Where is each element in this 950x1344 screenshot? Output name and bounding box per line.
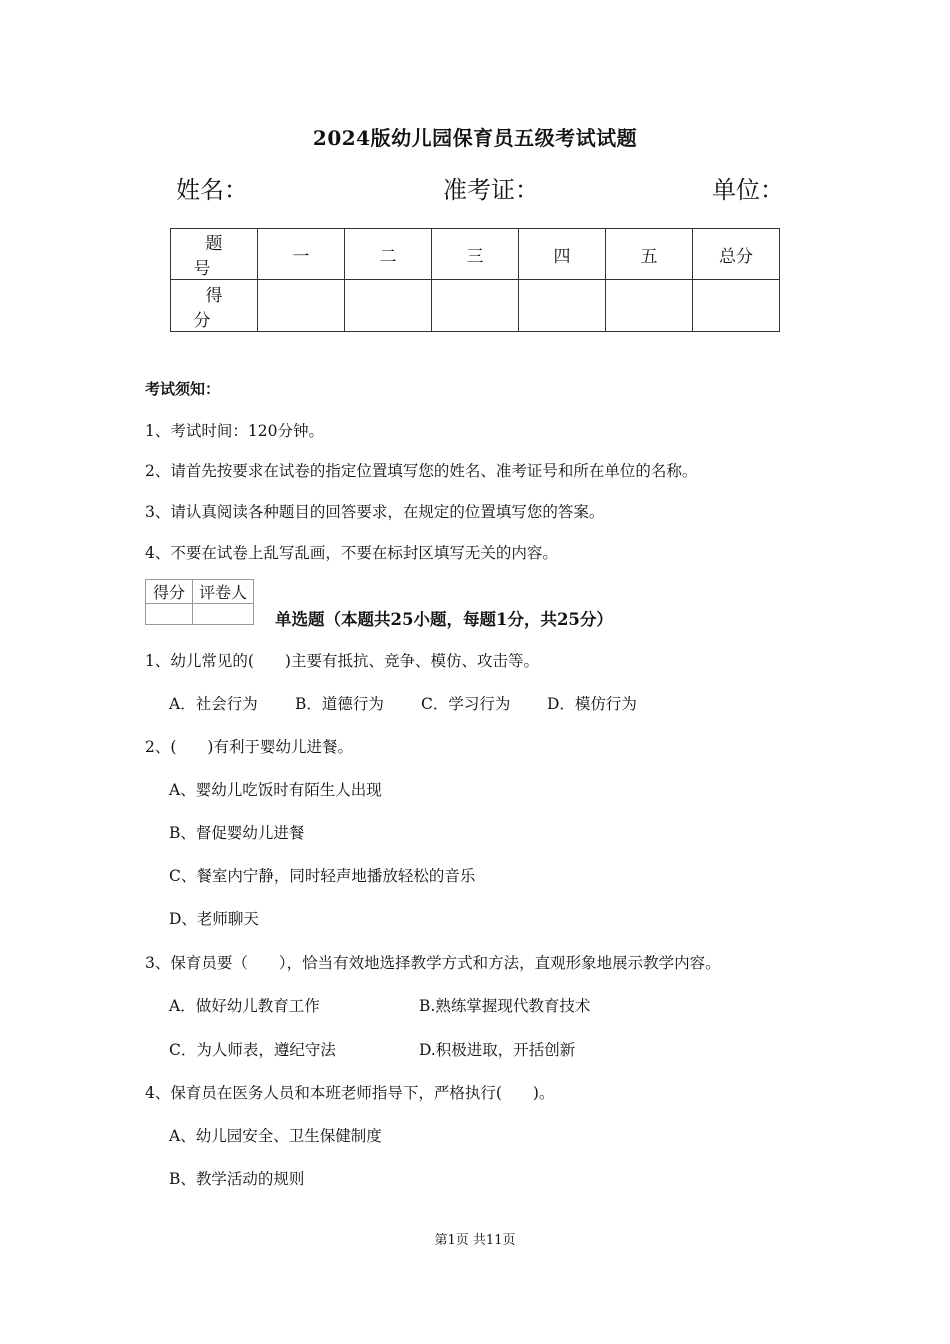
score-table-cell: 一 <box>258 229 345 280</box>
option: C．学习行为 <box>421 695 511 713</box>
page-footer: 第1页 共11页 <box>434 1233 516 1248</box>
option: C、餐室内宁静，同时轻声地播放轻松的音乐 <box>169 867 476 885</box>
grader-score-cell <box>146 604 193 625</box>
score-entry-cell <box>606 280 693 332</box>
option: A．做好幼儿教育工作 <box>169 997 320 1015</box>
option: A．社会行为 <box>169 695 258 713</box>
option: D.积极进取，开括创新 <box>419 1041 576 1059</box>
score-entry-cell <box>519 280 606 332</box>
score-table-cell: 四 <box>519 229 606 280</box>
score-table-score-row <box>171 280 780 332</box>
score-entry-cell <box>432 280 519 332</box>
name-field-label: 姓名： <box>176 176 248 204</box>
notice-item: 2、请首先按要求在试卷的指定位置填写您的姓名、准考证号和所在单位的名称。 <box>145 462 698 480</box>
option: B．道德行为 <box>295 695 384 713</box>
score-table-header-row <box>171 229 780 280</box>
score-entry-cell <box>258 280 345 332</box>
option: C．为人师表，遵纪守法 <box>169 1041 336 1059</box>
question-stem: 4、保育员在医务人员和本班老师指导下，严格执行( )。 <box>145 1084 555 1102</box>
notice-item: 3、请认真阅读各种题目的回答要求，在规定的位置填写您的答案。 <box>145 503 605 521</box>
score-table-cell: 三 <box>432 229 519 280</box>
score-table-cell: 五 <box>606 229 693 280</box>
score-table-cell: 得分 <box>171 280 258 332</box>
score-entry-cell <box>693 280 780 332</box>
exam-number-field-label: 准考证： <box>443 176 539 204</box>
notice-item: 4、不要在试卷上乱写乱画，不要在标封区填写无关的内容。 <box>145 544 558 562</box>
score-entry-cell <box>345 280 432 332</box>
score-table <box>170 228 780 332</box>
option: A、婴幼儿吃饭时有陌生人出现 <box>169 781 382 799</box>
question-options <box>169 1038 575 1060</box>
unit-field-label: 单位： <box>712 176 784 204</box>
option: B、督促婴幼儿进餐 <box>169 824 305 842</box>
question-stem: 1、幼儿常见的( )主要有抵抗、竞争、模仿、攻击等。 <box>145 652 539 670</box>
score-table-cell: 题号 <box>171 229 258 280</box>
document-title: 2024版幼儿园保育员五级考试试题 <box>312 126 638 150</box>
section-title: 单选题（本题共25小题，每题1分，共25分） <box>275 610 613 629</box>
score-table-cell: 二 <box>345 229 432 280</box>
question-options <box>169 692 637 714</box>
question-stem: 3、保育员要（ ），恰当有效地选择教学方式和方法，直观形象地展示教学内容。 <box>145 954 721 972</box>
question-stem: 2、( )有利于婴幼儿进餐。 <box>145 738 353 756</box>
question-options <box>169 994 590 1016</box>
option: D．模仿行为 <box>547 695 637 713</box>
grader-name-label: 评卷人 <box>193 580 254 604</box>
score-table-cell: 总分 <box>693 229 780 280</box>
option: B.熟练掌握现代教育技术 <box>419 997 591 1015</box>
option: A、幼儿园安全、卫生保健制度 <box>169 1127 382 1145</box>
notice-item: 1、考试时间：120分钟。 <box>145 422 324 440</box>
grader-name-cell <box>193 604 254 625</box>
option: D、老师聊天 <box>169 910 259 928</box>
notice-title: 考试须知： <box>145 380 221 398</box>
grader-box <box>145 579 254 625</box>
option: B、教学活动的规则 <box>169 1170 305 1188</box>
grader-score-label: 得分 <box>146 580 193 604</box>
